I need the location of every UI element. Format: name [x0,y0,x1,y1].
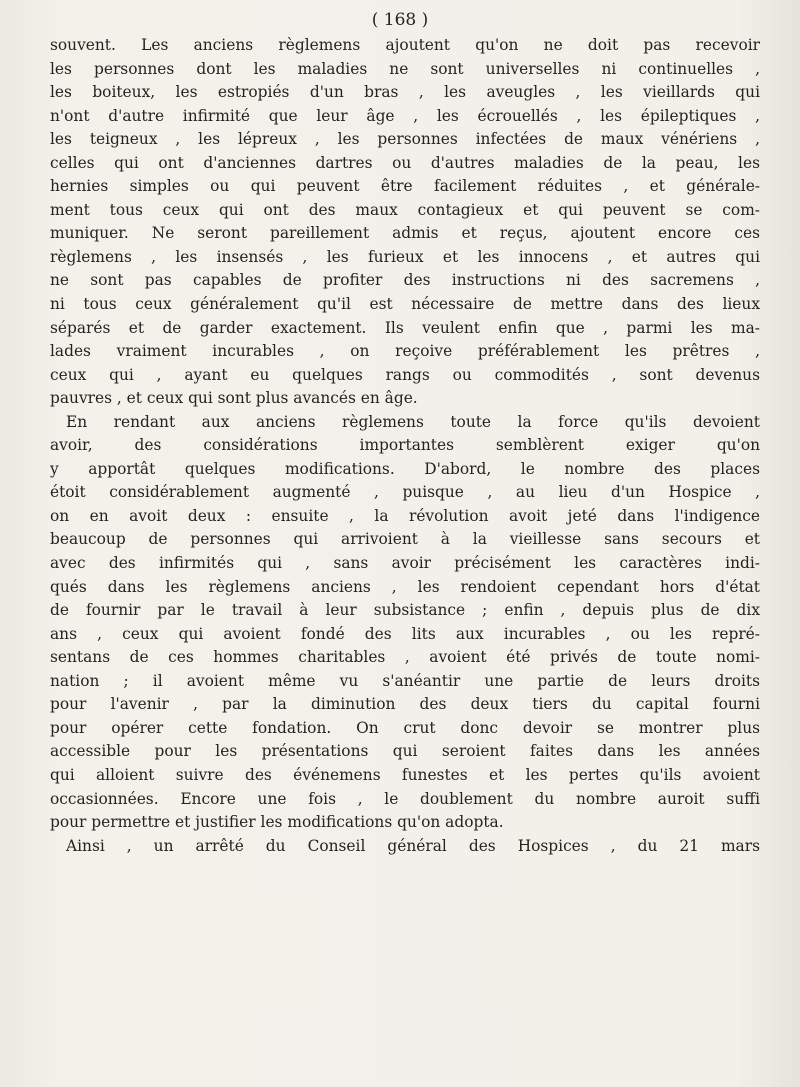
paragraph-3 [50,835,760,859]
text-line: qués dans les règlemens anciens , les rendoient cependant hors d'état [50,577,760,596]
text-line: ne sont pas capables de profiter des instructions ni des sacremens , [50,271,760,290]
text-line: lades vraiment incurables , on reçoive préférablement les prêtres , [50,342,760,361]
text-line: pour permettre et justifier les modifications qu'on adopta. [50,813,504,832]
text-line: on en avoit deux : ensuite , la révolution avoit jeté dans l'indigence [50,506,760,525]
text-line: hernies simples ou qui peuvent être facilement réduites , et générale- [50,177,760,196]
text-line: avec des infirmités qui , sans avoir précisément les caractères indi- [50,554,760,573]
body-text [50,34,760,858]
text-line: les personnes dont les maladies ne sont universelles ni continuelles , [50,59,760,78]
text-line: ceux qui , ayant eu quelques rangs ou commodités , sont devenus [50,365,760,384]
text-line: nation ; il avoient même vu s'anéantir une partie de leurs droits [50,671,760,690]
text-line: les boiteux, les estropiés d'un bras , les aveugles , les vieillards qui [50,83,760,102]
text-line: pour l'avenir , par la diminution des deux tiers du capital fourni [50,695,760,714]
text-line: ans , ceux qui avoient fondé des lits aux incurables , ou les repré- [50,624,760,643]
page-number: ( 168 ) [371,10,429,30]
text-line: ni tous ceux généralement qu'il est nécessaire de mettre dans des lieux [50,295,760,314]
text-line: Ainsi , un arrêté du Conseil général des Hospices , du 21 mars [66,836,760,855]
text-line: accessible pour les présentations qui seroient faites dans les années [50,742,760,761]
text-line: muniquer. Ne seront pareillement admis et reçus, ajoutent encore ces [50,224,760,243]
text-line: qui alloient suivre des événemens funestes et les pertes qu'ils avoient [50,765,760,784]
text-line: y apportât quelques modifications. D'abord, le nombre des places [50,459,760,478]
text-line: beaucoup de personnes qui arrivoient à la vieillesse sans secours et [50,530,760,549]
text-line: règlemens , les insensés , les furieux et les innocens , et autres qui [50,247,760,266]
text-line: avoir, des considérations importantes semblèrent exiger qu'on [50,436,760,455]
text-line: souvent. Les anciens règlemens ajoutent qu'on ne doit pas recevoir [50,36,760,54]
text-line: occasionnées. Encore une fois , le doublement du nombre auroit suffi [50,789,760,808]
text-line: ment tous ceux qui ont des maux contagieux et qui peuvent se com- [50,200,760,219]
text-line: En rendant aux anciens règlemens toute la force qu'ils devoient [66,412,760,431]
text-line: n'ont d'autre infirmité que leur âge , les écrouellés , les épileptiques , [50,106,760,125]
text-line: sentans de ces hommes charitables , avoient été privés de toute nomi- [50,648,760,667]
text-line: étoit considérablement augmenté , puisque , au lieu d'un Hospice , [50,483,760,502]
text-line: de fournir par le travail à leur subsistance ; enfin , depuis plus de dix [50,601,760,620]
paragraph-1 [50,34,760,411]
text-line: pauvres , et ceux qui sont plus avancés en âge. [50,389,418,408]
text-line: pour opérer cette fondation. On crut donc devoir se montrer plus [50,718,760,737]
text-line: celles qui ont d'anciennes dartres ou d'autres maladies de la peau, les [50,153,760,172]
paragraph-2 [50,411,760,835]
text-line: les teigneux , les lépreux , les personnes infectées de maux vénériens , [50,130,760,149]
text-line: séparés et de garder exactement. Ils veulent enfin que , parmi les ma- [50,318,760,337]
